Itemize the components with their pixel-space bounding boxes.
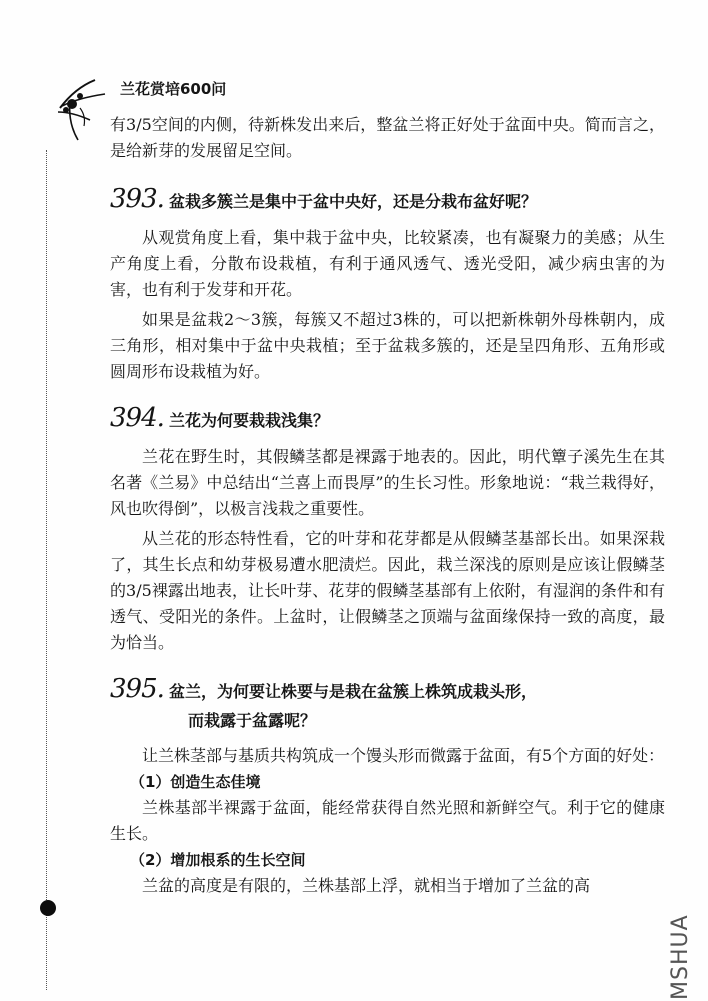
paragraph: 兰株基部半裸露于盆面，能经常获得自然光照和新鲜空气。利于它的健康生长。 [110, 798, 665, 843]
book-title: 兰花赏培600问 [120, 80, 227, 98]
watermark: MSHUA [668, 914, 693, 1000]
question-number: 393. [110, 184, 164, 214]
margin-dotted-line [46, 150, 47, 990]
subsection-heading: （2）增加根系的生长空间 [130, 851, 306, 869]
subsection-heading: （1）创造生态佳境 [130, 773, 261, 791]
question-number: 394. [110, 403, 164, 433]
question-number: 395. [110, 674, 164, 704]
continued-paragraph: 有3/5空间的内侧，待新株发出来后，整盆兰将正好处于盆面中央。简而言之，是给新芽的发展留足空间。 [110, 115, 665, 160]
margin-bullet [40, 900, 56, 916]
question-title-continued: 而栽露于盆露呢？ [188, 711, 317, 730]
question-title: 盆栽多簇兰是集中于盆中央好，还是分栽布盆好呢？ [168, 192, 537, 211]
question-393 [110, 184, 665, 217]
question-title: 兰花为何要栽栽浅集？ [168, 411, 329, 430]
paragraph: 让兰株茎部与基质共构筑成一个馒头形而微露于盆面，有5个方面的好处： [142, 746, 665, 765]
main-text [110, 112, 665, 899]
question-title: 盆兰，为何要让株要与是栽在盆簇上株筑成栽头形， [168, 682, 537, 701]
paragraph: 如果是盆栽2～3簇，每簇又不超过3株的，可以把新株朝外母株朝内，成三角形，相对集中于盆中央栽植；至于盆栽多簇的，还是呈四角形、五角形或圆周形布设栽植为好。 [110, 310, 665, 381]
paragraph: 兰盆的高度是有限的，兰株基部上浮，就相当于增加了兰盆的高 [142, 876, 591, 895]
question-394 [110, 403, 665, 436]
paragraph: 从观赏角度上看，集中栽于盆中央，比较紧凑，也有凝聚力的美感；从生产角度上看，分散布设栽植，有利于通风透气、透光受阳，减少病虫害的为害，也有利于发芽和开花。 [110, 228, 665, 299]
paragraph: 兰花在野生时，其假鳞茎都是裸露于地表的。因此，明代簟子溪先生在其名著《兰易》中总结出“兰喜上而畏厚”的生长习性。形象地说：“栽兰栽得好，风也吹得倒”，以极言浅栽之重要性。 [110, 447, 665, 518]
paragraph: 从兰花的形态特性看，它的叶芽和花芽都是从假鳞茎基部长出。如果深栽了，其生长点和幼芽极易遭水肥渍烂。因此，栽兰深浅的原则是应该让假鳞茎的3/5裸露出地表，让长叶芽、花芽的假鳞茎基部有上依附，有湿润的条件和有透气、受阳光的条件。上盆时，让假鳞茎之顶端与盆面缘保持一致的高度，最为恰当。 [110, 529, 665, 652]
question-395 [110, 674, 665, 735]
